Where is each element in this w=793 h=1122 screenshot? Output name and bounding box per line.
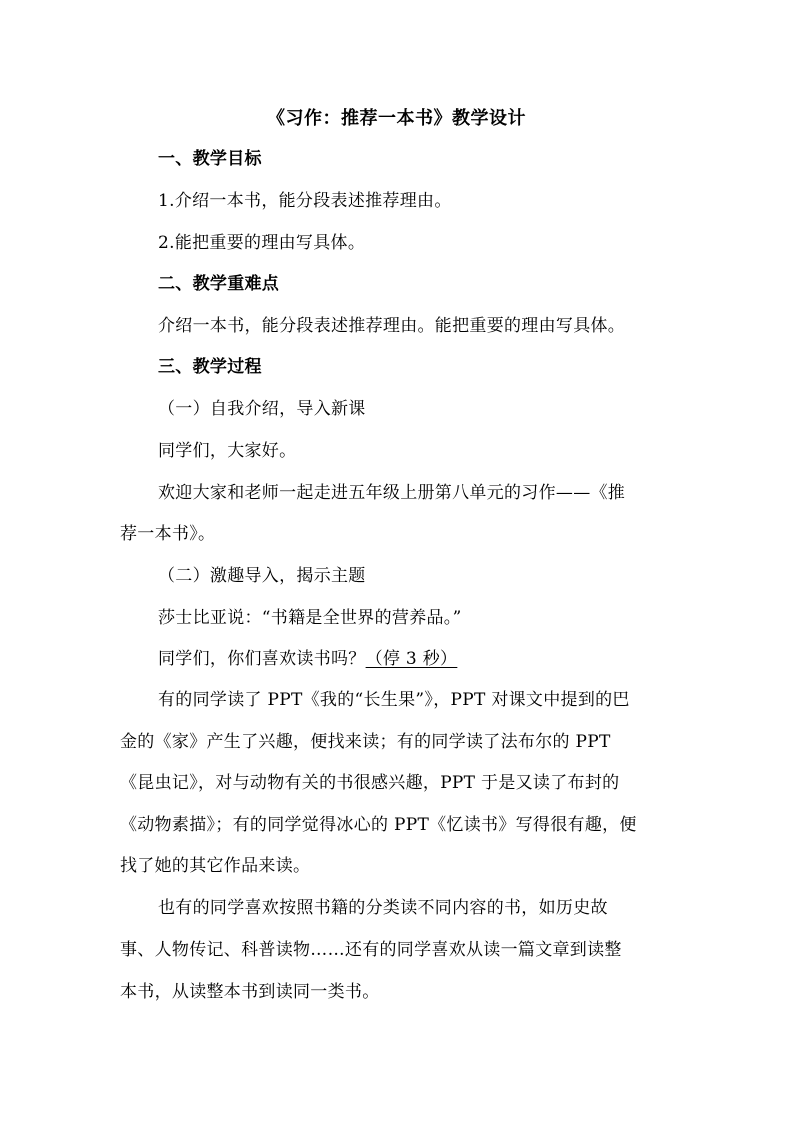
paragraph-question	[158, 647, 457, 671]
question-text: 同学们，你们喜欢读书吗？	[158, 649, 366, 669]
section-heading-goals: 一、教学目标	[158, 149, 262, 169]
paragraph-welcome-line-1: 欢迎大家和老师一起走进五年级上册第八单元的习作——《推	[158, 483, 626, 503]
goal-item-2: 2.能把重要的理由写具体。	[158, 233, 366, 253]
goal-item-1: 1.介绍一本书，能分段表述推荐理由。	[158, 191, 452, 211]
paragraph-categories-line-1: 也有的同学喜欢按照书籍的分类读不同内容的书，如历史故	[158, 898, 608, 918]
paragraph-categories-line-2: 事、人物传记、科普读物……还有的同学喜欢从读一篇文章到读整	[120, 940, 622, 960]
paragraph-reading-line-3: 《昆虫记》，对与动物有关的书很感兴趣，PPT 于是又读了布封的	[120, 773, 620, 793]
paragraph-reading-line-1: 有的同学读了 PPT《我的“长生果”》，PPT 对课文中提到的巴	[158, 690, 630, 710]
section-heading-process: 三、教学过程	[158, 357, 262, 377]
paragraph-greeting: 同学们，大家好。	[158, 441, 297, 461]
pause-note: （停 3 秒）	[365, 649, 458, 669]
step-heading-1: （一）自我介绍，导入新课	[158, 399, 366, 419]
paragraph-reading-line-5: 找了她的其它作品来读。	[120, 856, 311, 876]
paragraph-quote: 莎士比亚说：“书籍是全世界的营养品。”	[158, 608, 462, 628]
paragraph-welcome-line-2: 荐一本书》。	[120, 524, 216, 544]
section-heading-key-points: 二、教学重难点	[158, 274, 280, 294]
paragraph-categories-line-3: 本书，从读整本书到读同一类书。	[120, 982, 380, 1002]
key-points-text: 介绍一本书，能分段表述推荐理由。能把重要的理由写具体。	[158, 316, 626, 336]
paragraph-reading-line-2: 金的《家》产生了兴趣，便找来读；有的同学读了法布尔的 PPT	[120, 732, 611, 752]
step-heading-2: （二）激趣导入，揭示主题	[158, 566, 366, 586]
document-title: 《习作：推荐一本书》教学设计	[267, 108, 526, 129]
paragraph-reading-line-4: 《动物素描》；有的同学觉得冰心的 PPT《忆读书》写得很有趣，便	[120, 815, 637, 835]
